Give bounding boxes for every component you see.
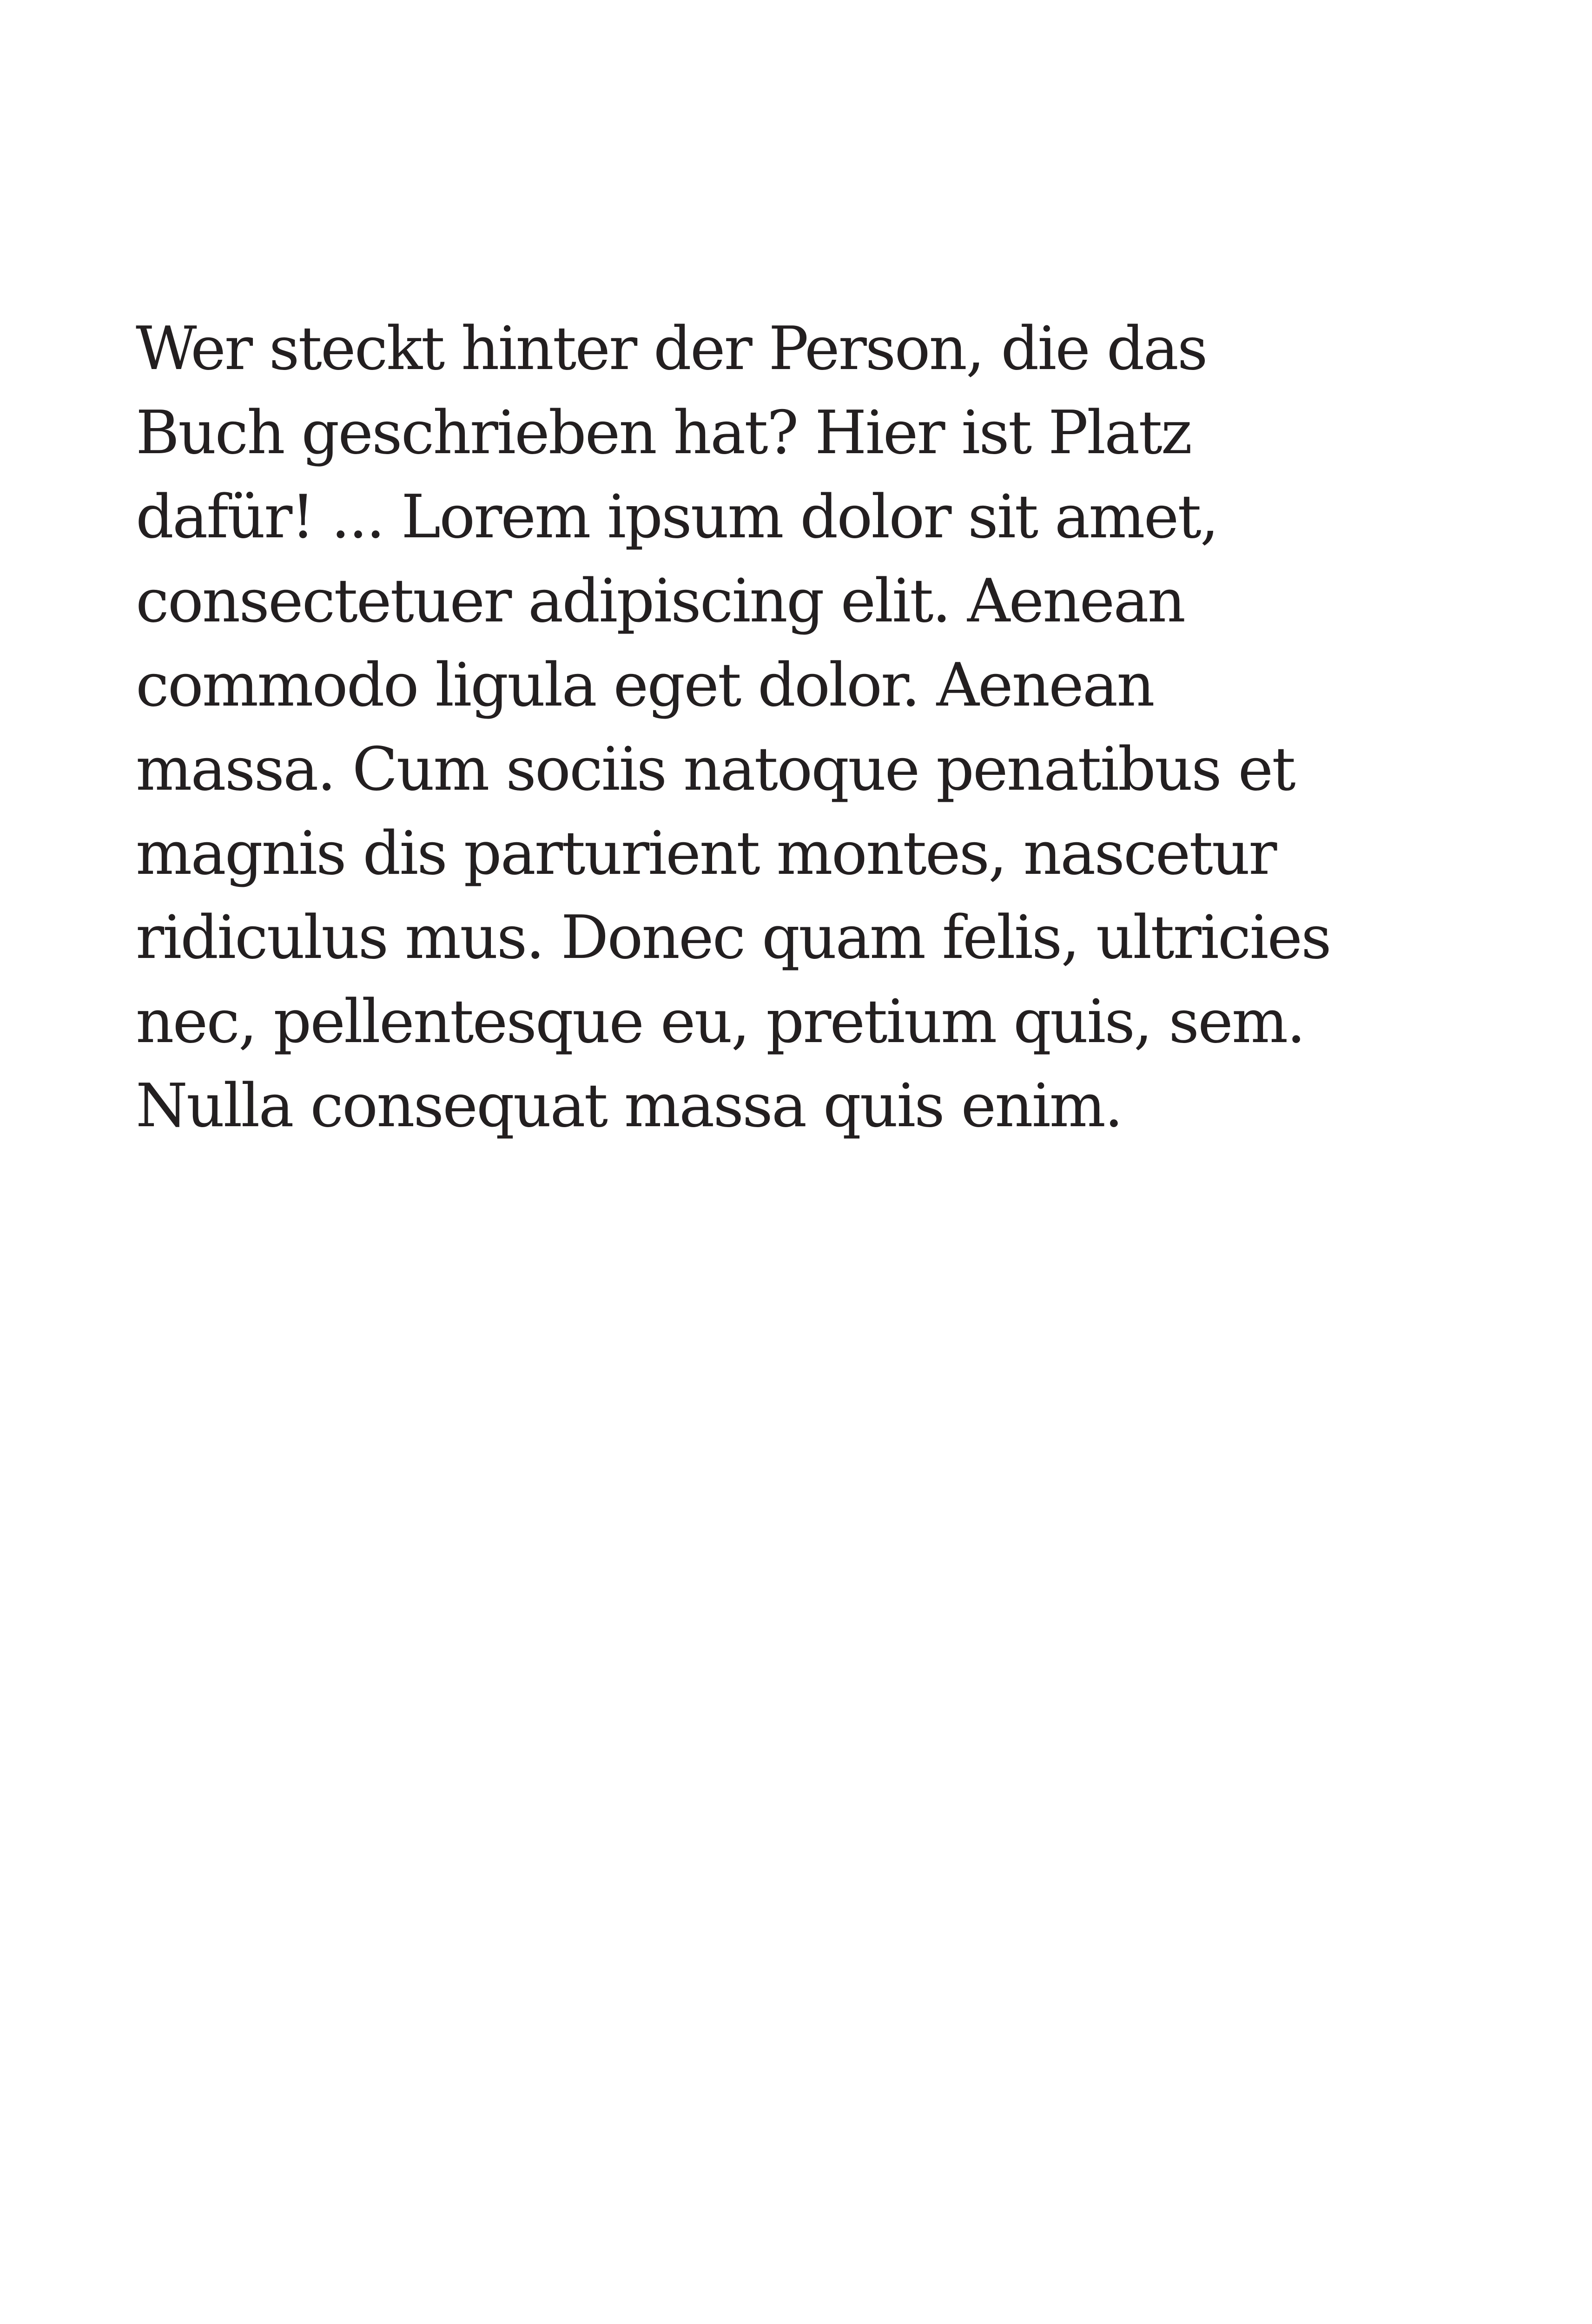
text-line: Nulla consequat massa quis enim. [136,1071,1122,1141]
text-line: commodo ligula eget dolor. Aenean [136,651,1154,720]
text-line: Wer steckt hinter der Person, die das [136,314,1207,383]
author-bio-paragraph [136,307,1465,1148]
text-line: consectetuer adipiscing elit. Aenean [136,567,1184,636]
text-line: massa. Cum sociis natoque penatibus et [136,735,1295,804]
text-line: nec, pellentesque eu, pretium quis, sem. [136,987,1304,1056]
text-line: Buch geschrieben hat? Hier ist Platz [136,398,1191,468]
text-line: dafür! ... Lorem ipsum dolor sit amet, [136,482,1218,552]
text-line: ridiculus mus. Donec quam felis, ultricies [136,903,1330,972]
text-line: magnis dis parturient montes, nascetur [136,819,1276,888]
